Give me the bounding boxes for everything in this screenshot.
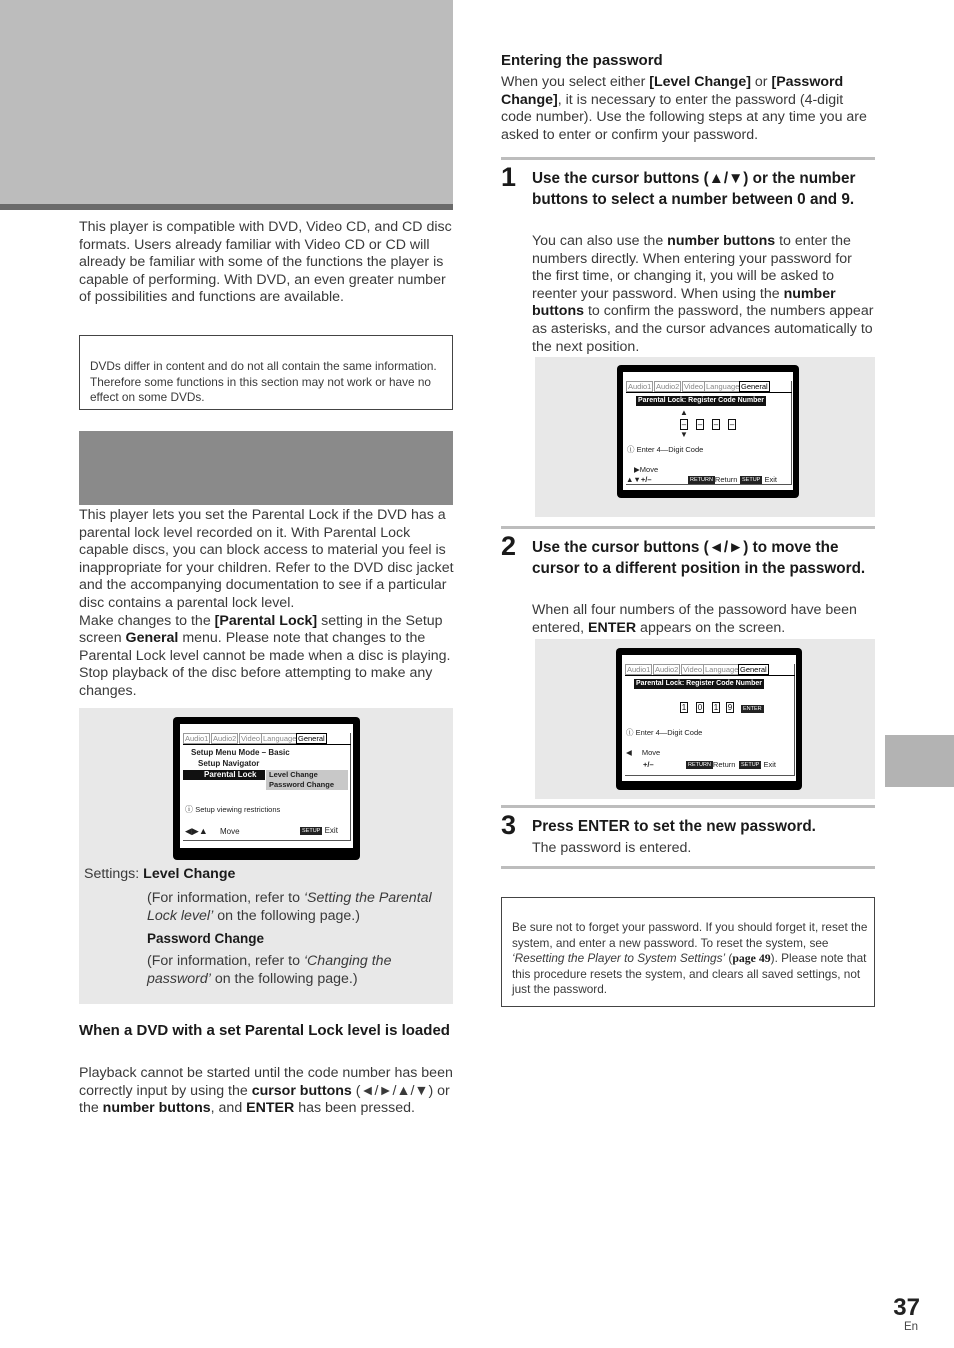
- section-band: [79, 431, 453, 505]
- step2-rule: [501, 526, 875, 529]
- screen3-panel: [535, 639, 875, 799]
- settings-label-line: [84, 866, 444, 884]
- tab-language: Language: [705, 665, 739, 674]
- password-heading: Entering the password: [501, 52, 663, 69]
- parental-lock-item: Parental Lock: [183, 770, 265, 780]
- info-line: ⓘ Enter 4—Digit Code: [627, 445, 704, 454]
- return-key: RETURN: [688, 762, 711, 769]
- left-arrow-icon: ◀: [626, 748, 632, 757]
- digit-1: –: [681, 420, 687, 429]
- parental-p2b: [Parental Lock]: [214, 612, 318, 629]
- password-change-ref: (For information, refer to ‘Changing the password’ on the following page.): [147, 953, 392, 987]
- step2-heading: Use the cursor buttons (◄/►) to move the cursor to a different position in the password.: [532, 539, 866, 577]
- updown-arrows-icon: ▲▼: [626, 475, 641, 484]
- step3-heading: Press ENTER to set the new password.: [532, 818, 816, 835]
- return-hint: RETURN Return: [688, 760, 736, 769]
- opt-level-change: Level Change: [266, 770, 348, 780]
- move-hint: ◀▶▲ Move: [185, 826, 240, 836]
- info-line: ⓘ Setup viewing restrictions: [185, 805, 281, 814]
- info-line: ⓘ Enter 4—Digit Code: [626, 728, 703, 737]
- code-screen-empty: [617, 365, 799, 498]
- tab-video: Video: [241, 734, 261, 743]
- setup-key: SETUP: [302, 827, 321, 834]
- enter-key: ENTER: [743, 705, 762, 712]
- return-key: RETURN: [690, 477, 713, 484]
- tab-audio1: Audio1: [627, 665, 651, 674]
- parental-p2a: Make changes to the: [79, 612, 215, 629]
- menu-mode: Setup Menu Mode – Basic: [191, 748, 290, 757]
- tab-audio2: Audio2: [656, 382, 680, 391]
- parental-p2d: General: [125, 630, 179, 647]
- enter-indicator: [741, 704, 764, 714]
- password-note-box: [501, 897, 875, 1007]
- code-title: Parental Lock: Register Code Number: [636, 680, 763, 687]
- note-text: DVDs differ in content and do not all contain the same information. Therefore some functions in this section may not work or have no effect on some DVDs.: [90, 359, 437, 404]
- right-arrow-icon: ▶: [634, 465, 640, 474]
- setup-key: SETUP: [742, 477, 761, 484]
- step1-text: You can also use the number buttons to enter the numbers directly. When entering your password for the first time, or changing it, you will be asked to reenter your password. When using the number buttons to confirm the password, the numbers appear as asterisks, and the cursor advances automatically to the next position.: [532, 233, 874, 355]
- step1-rule: [501, 157, 875, 160]
- return-hint: RETURN Return: [690, 475, 738, 484]
- tab-audio2: Audio2: [655, 665, 679, 674]
- arrows-icon: ◀▶▲: [185, 826, 208, 836]
- exit-hint: SETUP Exit: [741, 760, 776, 769]
- screen2-panel: [535, 357, 875, 517]
- password-intro: When you select either [Level Change] or [Password Change], it is necessary to enter the password (4-digit code number). Use the following steps at any time you are asked to enter or confirm your password.: [501, 74, 867, 143]
- tab-video: Video: [684, 382, 704, 391]
- down-arrow-icon: ▼: [680, 430, 688, 439]
- plusminus-hint: ▲▼+/–: [626, 475, 652, 484]
- tab-language: Language: [706, 382, 740, 391]
- header-rule: [0, 204, 453, 210]
- setup-screen: [173, 717, 360, 860]
- loaded-text: Playback cannot be started until the code number has been correctly input by using the cursor buttons (◄/►/▲/▼) or the number buttons, and ENTER has been pressed.: [79, 1065, 453, 1117]
- setup-navigator: Setup Navigator: [198, 759, 260, 768]
- digit-3: –: [713, 420, 719, 429]
- info-icon: ⓘ: [627, 445, 635, 454]
- info-icon: ⓘ: [626, 728, 634, 737]
- parental-p2e: menu. Please note that changes to the Parental Lock level cannot be made when a disc is playing. Stop playback of the disc before attempting to make any changes.: [79, 630, 451, 699]
- info-icon: ⓘ: [185, 805, 193, 814]
- intro-text: This player is compatible with DVD, Video CD, and CD disc formats. Users already familiar with Video CD or CD will already be familiar with some of the functions the player is capable of performing. With DVD, an even greater number of possibilities and functions are available.: [79, 219, 452, 306]
- level-change-ref: (For information, refer to ‘Setting the Parental Lock level’ on the following page.): [147, 890, 432, 924]
- exit-hint: SETUP Exit: [742, 475, 777, 484]
- password-note-text: Be sure not to forget your password. If you should forget it, reset the system, and enter a new password. To reset the system, see ‘Resetting the Player to System Settings’ (page 49). Please note that this procedure resets the system, and clears all saved settings, not just the password.: [512, 920, 868, 996]
- opt-password-change: Password Change: [266, 780, 348, 790]
- tab-general: General: [740, 665, 767, 674]
- digit-2: –: [697, 420, 703, 429]
- chapter-side-tab: [885, 735, 954, 787]
- step2-number: 2: [501, 531, 517, 561]
- tab-audio1: Audio1: [185, 734, 209, 743]
- digit-4: 9: [727, 703, 733, 712]
- step3-number: 3: [501, 810, 517, 840]
- tab-audio1: Audio1: [628, 382, 652, 391]
- tab-language: Language: [263, 734, 297, 743]
- note-box: [79, 335, 453, 410]
- settings-label: Settings:: [84, 866, 144, 882]
- password-change-label: Password Change: [147, 931, 265, 946]
- header-block: [0, 0, 453, 204]
- digit-4: –: [729, 420, 735, 429]
- code-screen-entered: [616, 648, 802, 790]
- exit-hint: SETUP Exit: [302, 826, 338, 835]
- loaded-heading: When a DVD with a set Parental Lock level is loaded: [79, 1022, 450, 1039]
- page-number: 37: [893, 1294, 920, 1321]
- parental-text: [79, 507, 455, 701]
- settings-panel: [79, 708, 453, 1004]
- setup-key: SETUP: [741, 762, 760, 769]
- tab-general: General: [741, 382, 768, 391]
- parental-p1: This player lets you set the Parental Lock if the DVD has a parental lock level recorded on it. With Parental Lock capable discs, you can block access to material you feel is inappropriate for your children. Refer to the DVD disc jacket and the accompanying documentation to see if a particular disc contains a parental lock level.: [79, 507, 454, 611]
- code-title: Parental Lock: Register Code Number: [638, 397, 765, 404]
- digit-2: 0: [697, 703, 703, 712]
- step3-rule: [501, 805, 875, 808]
- tab-video: Video: [683, 665, 703, 674]
- parental-p2c: setting in the Setup screen: [79, 612, 443, 647]
- step1-number: 1: [501, 162, 517, 192]
- tab-general: General: [298, 734, 325, 743]
- move-hint: ◀ Move: [626, 748, 661, 757]
- tab-audio2: Audio2: [213, 734, 237, 743]
- move-hint: ▶Move: [634, 465, 659, 474]
- step1-heading: Use the cursor buttons (▲/▼) or the number buttons to select a number between 0 and 9.: [532, 170, 856, 208]
- page-language: En: [903, 1321, 919, 1333]
- steps-end-rule: [501, 866, 875, 869]
- up-arrow-icon: ▲: [680, 408, 688, 417]
- level-change-label: Level Change: [143, 866, 236, 882]
- step2-text: When all four numbers of the passoword have been entered, ENTER appears on the screen.: [532, 602, 857, 636]
- plusminus-hint: +/–: [643, 760, 654, 769]
- digit-1: 1: [681, 703, 687, 712]
- step3-text: The password is entered.: [532, 840, 692, 856]
- digit-3: 1: [713, 703, 719, 712]
